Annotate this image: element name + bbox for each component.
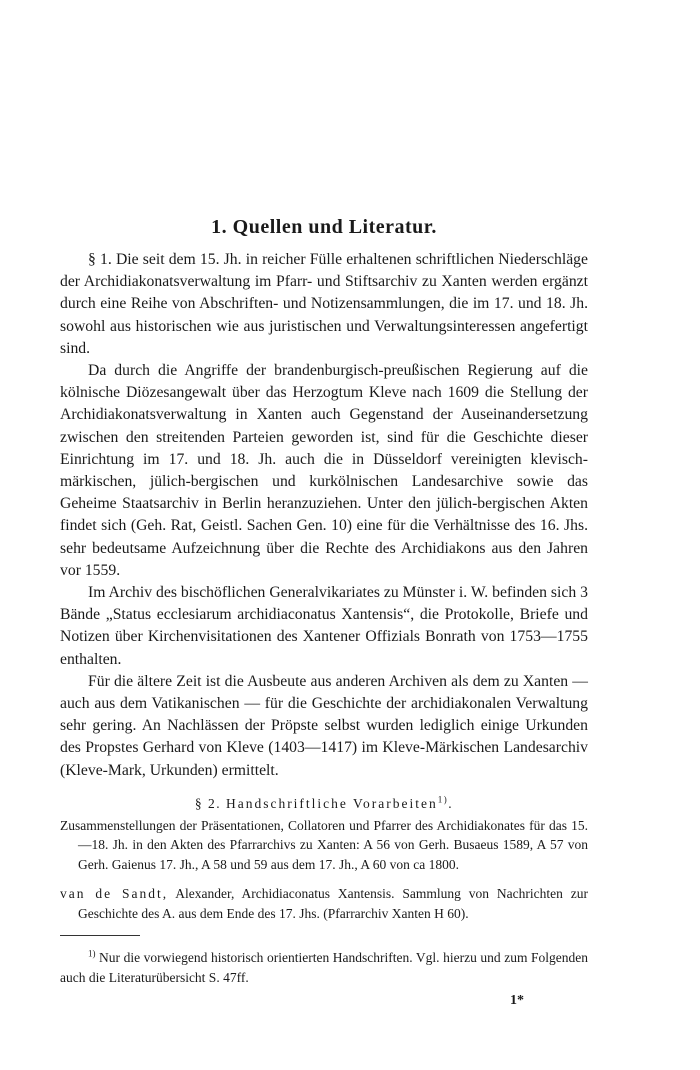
manuscript-entry-1: Zusammenstellungen der Präsentationen, Collatoren und Pfarrer des Archidiakonates für das 15.—18. Jh. in den Akten des Pfarrarchivs zu Xanten: A 56 von Gerh. Busaeus 1589, A 57 von Gerh. Gaienus 17. Jh., A 58 und 59 aus dem 17. Jh., A 60 von ca 1800. (60, 817, 588, 872)
paragraph-3: Im Archiv des bischöflichen Generalvikariates zu Münster i. W. befinden sich 3 Bände „Status ecclesiarum archidiaconatus Xantensis“, die Protokolle, Briefe und Notizen über Kirchenvisitationen des Xantener Offizials Bonrath von 1753—1755 enthalten. (60, 584, 588, 668)
paragraph-1: § 1. Die seit dem 15. Jh. in reicher Fülle erhaltenen schriftlichen Niederschläge der Archidiakonatsverwaltung im Pfarr- und Stiftsarchiv zu Xanten werden ergänzt durch eine Reihe von Abschriften- und Notizensammlungen, die im 17. und 18. Jh. sowohl aus historischen wie aus juristischen und Verwaltungsinteressen angefertigt sind. (60, 251, 588, 357)
chapter-title: 1. Quellen und Literatur. (211, 216, 437, 238)
footnote-reference: 1) (437, 794, 449, 805)
printer-signature-mark: 1* (510, 993, 524, 1009)
page-body (60, 216, 588, 1009)
entry-2-text: Alexander, Archidiaconatus Xantensis. Sammlung von Nachrichten zur Geschichte des A. aus dem Ende des 17. Jhs. (Pfarrarchiv Xanten H 60). (78, 886, 588, 921)
manuscript-entry-2 (60, 884, 588, 923)
footnote (60, 948, 588, 987)
section-2-title: Handschriftliche Vorarbeiten (225, 795, 438, 811)
paragraph-4: Für die ältere Zeit ist die Ausbeute aus anderen Archiven als dem zu Xanten — auch aus dem Vatikanischen — für die Geschichte der archidiakonalen Verwaltung sehr gering. An Nachlässen der Pröpste selbst wurden lediglich einige Urkunden des Propstes Gerhard von Kleve (1403—1417) im Kleve-Märkischen Landesarchiv (Kleve-Mark, Urkunden) ermittelt. (60, 672, 588, 779)
section-2 (60, 796, 588, 924)
section-2-heading (60, 796, 588, 812)
section-2-number: § 2. (194, 795, 222, 811)
footnote-mark: 1) (88, 948, 96, 959)
section-2-heading-period: . (448, 795, 454, 811)
footnote-divider (60, 935, 140, 936)
paragraph-2: Da durch die Angriffe der brandenburgisch-preußischen Regierung auf die kölnische Diözesangewalt über das Herzogtum Kleve nach 1609 die Stellung der Archidiakonatsverwaltung in Xanten auch Gegenstand der Auseinandersetzung zwischen den streitenden Parteien geworden ist, sind für die Geschichte dieser Einrichtung im 17. und 18. Jh. auch die in Düsseldorf vereinigten klevisch-märkischen, jülich-bergischen und kurkölnischen Landesarchive sowie das Geheime Staatsarchiv in Berlin heranzuziehen. Unter den jülich-bergischen Akten findet sich (Geh. Rat, Geistl. Sachen Gen. 10) eine für die Verhältnisse des 16. Jhs. sehr bedeutsame Aufzeichnung über die Rechte des Archidiakons aus den Jahren vor 1559. (60, 362, 588, 579)
entry-2-author: van de Sandt, (60, 886, 169, 902)
footnote-text: Nur die vorwiegend historisch orientierten Handschriften. Vgl. hierzu und zum Folgenden auch die Literaturübersicht S. 47ff. (60, 950, 588, 985)
